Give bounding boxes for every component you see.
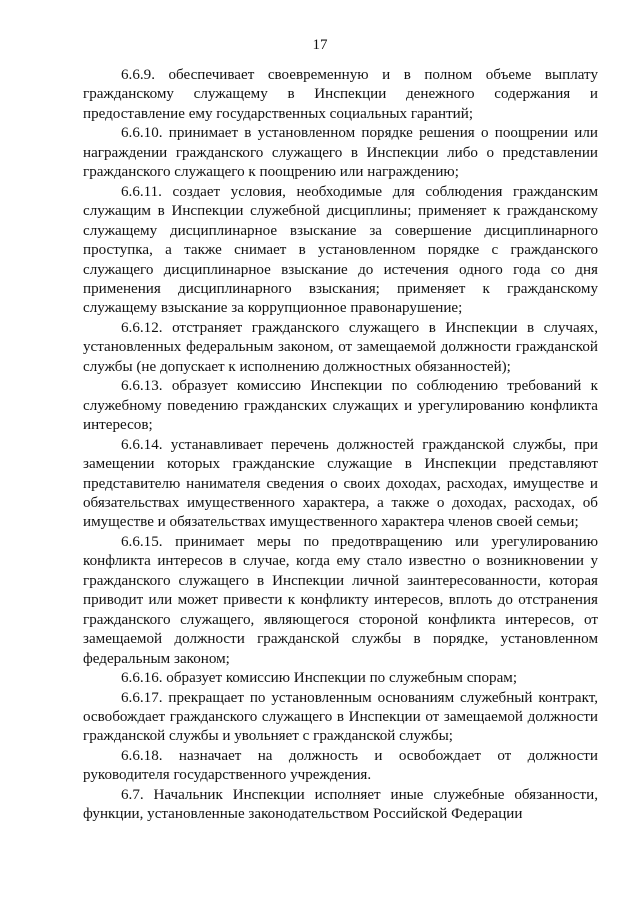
document-body bbox=[83, 66, 598, 825]
paragraph-text: назначает на должность и освобождает от должности руководителя государственного учреждения. bbox=[83, 747, 598, 784]
paragraph-text: принимает в установленном порядке решения о поощрении или награждении гражданского служащего в Инспекции либо о представлении гражданского служащего к поощрению или награждению; bbox=[83, 125, 598, 181]
paragraph-6-6-10 bbox=[83, 124, 598, 182]
paragraph-text: Начальник Инспекции исполняет иные служебные обязанности, функции, установленные законодательством Российской Федерации bbox=[83, 786, 598, 823]
paragraph-text: принимает меры по предотвращению или урегулированию конфликта интересов в случае, когда ему стало известно о возникновении у гражданского служащего в Инспекции личной заинтересованности, которая приводит или может привести к конфликту интересов, вплоть до отстранения гражданского служащего, являющегося стороной конфликта интересов, от замещаемой должности гражданской службы в порядке, установленном федеральным законом; bbox=[83, 533, 598, 667]
paragraph-number: 6.6.9. bbox=[121, 67, 155, 83]
paragraph-number: 6.7. bbox=[121, 786, 144, 803]
paragraph-text: прекращает по установленным основаниям служебный контракт, освобождает гражданского служащего в Инспекции от замещаемой должности гражданской службы и увольняет с гражданской службы; bbox=[83, 689, 598, 745]
paragraph-text: обеспечивает своевременную и в полном объеме выплату гражданскому служащему в Инспекции денежного содержания и предоставление ему государственных социальных гарантий; bbox=[83, 67, 598, 122]
paragraph-6-7 bbox=[83, 786, 598, 825]
paragraph-6-6-18 bbox=[83, 747, 598, 786]
paragraph-text: образует комиссию Инспекции по служебным спорам; bbox=[166, 670, 518, 687]
paragraph-6-6-11 bbox=[83, 183, 598, 319]
paragraph-number: 6.6.15. bbox=[121, 533, 163, 550]
paragraph-6-6-9 bbox=[83, 66, 598, 124]
paragraph-text: создает условия, необходимые для соблюдения гражданским служащим в Инспекции служебной дисциплины; применяет к гражданскому служащему дисциплинарное взыскание за совершение дисциплинарного проступка, а также снимает в установленном порядке с гражданского служащего дисциплинарное взыскание до истечения одного года со дня применения дисциплинарного взыскания; применяет к гражданскому служащему взыскание за коррупционное правонарушение; bbox=[83, 183, 598, 317]
paragraph-text: образует комиссию Инспекции по соблюдению требований к служебному поведению гражданских служащих и урегулированию конфликта интересов; bbox=[83, 378, 598, 434]
paragraph-6-6-14 bbox=[83, 436, 598, 533]
paragraph-6-6-13 bbox=[83, 377, 598, 435]
paragraph-number: 6.6.13. bbox=[121, 378, 163, 395]
paragraph-number: 6.6.18. bbox=[121, 747, 163, 764]
paragraph-number: 6.6.11. bbox=[121, 183, 162, 200]
paragraph-number: 6.6.17. bbox=[121, 689, 163, 706]
paragraph-text: отстраняет гражданского служащего в Инспекции в случаях, установленных федеральным законом, от замещаемой должности гражданской службы (не допускает к исполнению должностных обязанностей); bbox=[83, 319, 598, 375]
page-number: 17 bbox=[312, 37, 328, 53]
paragraph-6-6-12 bbox=[83, 319, 598, 377]
paragraph-6-6-16 bbox=[83, 669, 598, 688]
paragraph-text: устанавливает перечень должностей гражданской службы, при замещении которых гражданские служащие в Инспекции представляют представителю нанимателя сведения о своих доходах, расходах, имуществе и обязательствах имущественного характера, а также о доходах, расходах, об имуществе и обязательствах имущественного характера членов своей семьи; bbox=[83, 436, 599, 531]
paragraph-number: 6.6.12. bbox=[121, 319, 163, 336]
paragraph-number: 6.6.16. bbox=[121, 670, 163, 687]
paragraph-6-6-17 bbox=[83, 689, 598, 747]
paragraph-number: 6.6.14. bbox=[121, 436, 163, 453]
paragraph-number: 6.6.10. bbox=[121, 125, 163, 142]
paragraph-6-6-15 bbox=[83, 533, 598, 669]
